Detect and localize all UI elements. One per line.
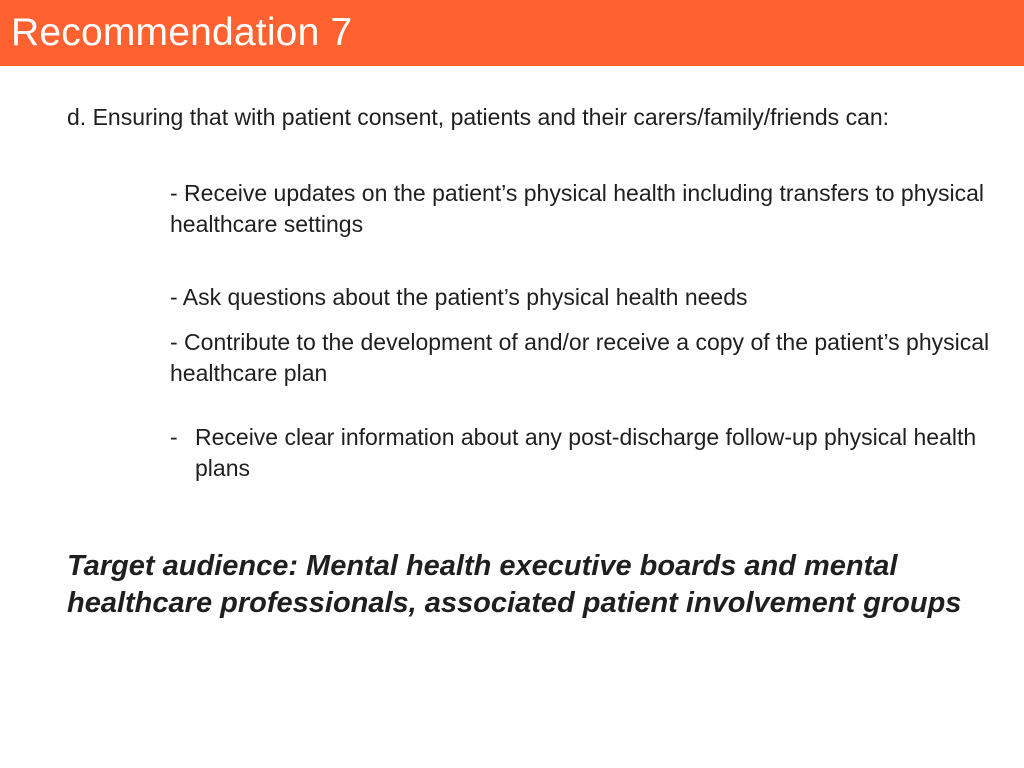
target-audience: Target audience: Mental health executive boards and mental healthcare professionals, associated patient involvement groups bbox=[67, 550, 962, 619]
list-item-contribute: - Contribute to the development of and/or receive a copy of the patient’s physical healthcare plan bbox=[170, 329, 990, 386]
list-item-text: Receive clear information about any post-discharge follow-up physical health plans bbox=[195, 424, 977, 481]
title-bar bbox=[0, 0, 1024, 66]
list-item-ask-questions: - Ask questions about the patient’s physical health needs bbox=[170, 284, 748, 310]
list-item-receive-information bbox=[170, 422, 1000, 484]
intro-text: d. Ensuring that with patient consent, patients and their carers/family/friends can: bbox=[67, 104, 890, 130]
slide-title: Recommendation 7 bbox=[11, 11, 353, 54]
list-item-receive-updates: - Receive updates on the patient’s physical health including transfers to physical healthcare settings bbox=[170, 180, 984, 237]
list-dash: - bbox=[170, 424, 178, 450]
